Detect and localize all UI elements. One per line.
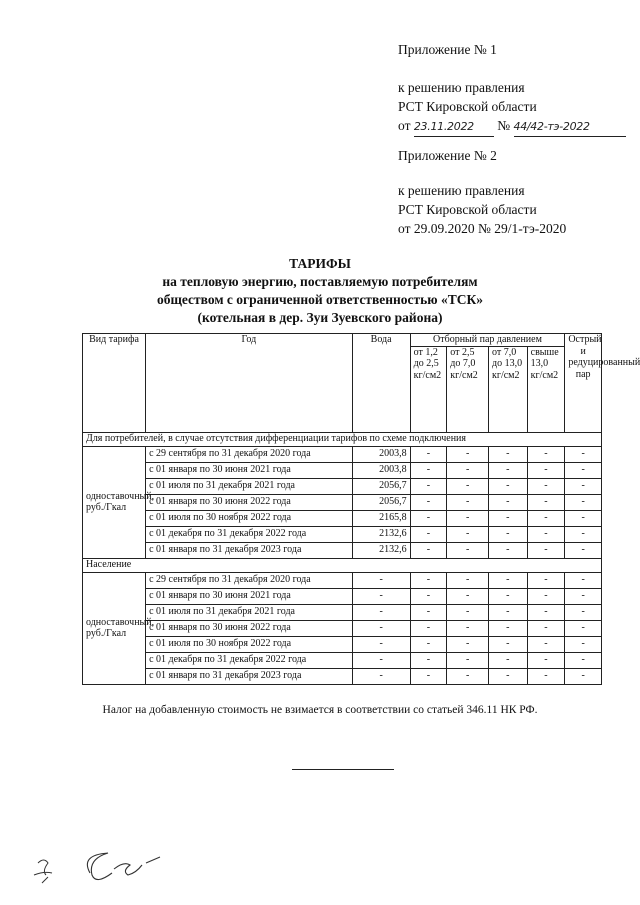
water-value-cell: 2056,7 (352, 478, 410, 494)
period-cell: с 01 июля по 31 декабря 2021 года (146, 478, 353, 494)
dash-cell: - (527, 588, 565, 604)
dash-cell: - (447, 620, 489, 636)
table-row (83, 542, 602, 558)
dash-cell: - (410, 526, 447, 542)
dash-cell: - (410, 446, 447, 462)
dash-cell: - (565, 620, 602, 636)
dash-cell: - (488, 526, 527, 542)
dash-cell: - (447, 478, 489, 494)
signature-scribble (30, 845, 190, 895)
dash-cell: - (488, 652, 527, 668)
dash-cell: - (447, 652, 489, 668)
dash-cell: - (565, 604, 602, 620)
dash-cell: - (565, 446, 602, 462)
dash-cell: - (410, 668, 447, 684)
table-row (83, 510, 602, 526)
water-value-cell: 2165,8 (352, 510, 410, 526)
appendix-1-date-line (398, 116, 626, 137)
dash-cell: - (565, 588, 602, 604)
dash-cell: - (447, 604, 489, 620)
doc-subtitle-2: обществом с ограниченной ответственностью «ТСК» (156, 292, 484, 307)
period-cell: с 29 сентября по 31 декабря 2020 года (146, 572, 353, 588)
table-row (83, 446, 602, 462)
col-p2-header: от 2,5 до 7,0 кг/см2 (447, 346, 489, 432)
table-row (83, 652, 602, 668)
dash-cell: - (527, 620, 565, 636)
water-dash-cell: - (352, 668, 410, 684)
col-p1-header: от 1,2 до 2,5 кг/см2 (410, 346, 447, 432)
header-row (83, 334, 602, 347)
water-dash-cell: - (352, 636, 410, 652)
col-year-header: Год (146, 334, 353, 433)
dash-cell: - (447, 446, 489, 462)
doc-subtitle-1: на тепловую энергию, поставляемую потребителям (162, 274, 478, 289)
dash-cell: - (565, 510, 602, 526)
water-value-cell: 2003,8 (352, 462, 410, 478)
dash-cell: - (565, 542, 602, 558)
section-label: Для потребителей, в случае отсутствия дифференциации тарифов по схеме подключения (83, 432, 602, 446)
dash-cell: - (488, 478, 527, 494)
dash-cell: - (527, 572, 565, 588)
dash-cell: - (410, 652, 447, 668)
table-row (83, 494, 602, 510)
dash-cell: - (527, 478, 565, 494)
col-water-header: Вода (352, 334, 410, 433)
dash-cell: - (488, 572, 527, 588)
col-sharp-steam-header: Острый и редуцированный пар (565, 334, 602, 433)
dash-cell: - (447, 510, 489, 526)
period-cell: с 01 января по 30 июня 2022 года (146, 494, 353, 510)
dash-cell: - (488, 668, 527, 684)
col-p3-header: от 7,0 до 13,0 кг/см2 (488, 346, 527, 432)
dash-cell: - (488, 636, 527, 652)
number-label: № (497, 118, 511, 133)
appendix-2-title: Приложение № 2 (398, 148, 497, 163)
table-row (83, 636, 602, 652)
dash-cell: - (410, 462, 447, 478)
dash-cell: - (488, 462, 527, 478)
dash-cell: - (565, 494, 602, 510)
period-cell: с 01 июля по 30 ноября 2022 года (146, 510, 353, 526)
dash-cell: - (565, 652, 602, 668)
col-steam-header: Отборный пар давлением (410, 334, 565, 347)
dash-cell: - (447, 668, 489, 684)
dash-cell: - (447, 494, 489, 510)
dash-cell: - (527, 526, 565, 542)
dash-cell: - (527, 652, 565, 668)
water-value-cell: 2132,6 (352, 526, 410, 542)
tariff-type-cell: одноставочный, руб./Гкал (83, 446, 146, 558)
water-dash-cell: - (352, 620, 410, 636)
handwritten-date: 23.11.2022 (414, 117, 494, 137)
water-dash-cell: - (352, 572, 410, 588)
appendix-2-line1: к решению правления (398, 183, 525, 198)
dash-cell: - (410, 604, 447, 620)
dash-cell: - (447, 572, 489, 588)
table-row (83, 478, 602, 494)
table-row (83, 588, 602, 604)
dash-cell: - (565, 636, 602, 652)
period-cell: с 01 декабря по 31 декабря 2022 года (146, 526, 353, 542)
appendix-1-title: Приложение № 1 (398, 42, 497, 57)
water-value-cell: 2056,7 (352, 494, 410, 510)
water-value-cell: 2003,8 (352, 446, 410, 462)
handwritten-number: 44/42-тэ-2022 (514, 117, 626, 137)
dash-cell: - (488, 446, 527, 462)
doc-subtitle-3: (котельная в дер. Зуи Зуевского района) (197, 310, 443, 325)
table-row (83, 462, 602, 478)
dash-cell: - (447, 462, 489, 478)
period-cell: с 01 декабря по 31 декабря 2022 года (146, 652, 353, 668)
table-row (83, 604, 602, 620)
section-row (83, 432, 602, 446)
col-type-header: Вид тарифа (83, 334, 146, 433)
dash-cell: - (410, 620, 447, 636)
dash-cell: - (447, 526, 489, 542)
dash-cell: - (488, 510, 527, 526)
period-cell: с 01 января по 30 июня 2021 года (146, 462, 353, 478)
dash-cell: - (410, 494, 447, 510)
dash-cell: - (527, 542, 565, 558)
appendix-2-line2: РСТ Кировской области (398, 202, 537, 217)
water-value-cell: 2132,6 (352, 542, 410, 558)
dash-cell: - (447, 636, 489, 652)
period-cell: с 01 июля по 31 декабря 2021 года (146, 604, 353, 620)
dash-cell: - (410, 478, 447, 494)
dash-cell: - (488, 620, 527, 636)
appendix-1-line1: к решению правления (398, 80, 525, 95)
dash-cell: - (565, 526, 602, 542)
from-label: от (398, 118, 411, 133)
period-cell: с 01 января по 31 декабря 2023 года (146, 542, 353, 558)
dash-cell: - (447, 542, 489, 558)
period-cell: с 29 сентября по 31 декабря 2020 года (146, 446, 353, 462)
col-p4-header: свыше 13,0 кг/см2 (527, 346, 565, 432)
table-row (83, 572, 602, 588)
tariff-type-cell: одноставочный, руб./Гкал (83, 572, 146, 684)
divider (292, 769, 394, 770)
table-row (83, 620, 602, 636)
dash-cell: - (410, 636, 447, 652)
dash-cell: - (488, 542, 527, 558)
dash-cell: - (410, 542, 447, 558)
dash-cell: - (410, 510, 447, 526)
dash-cell: - (565, 668, 602, 684)
dash-cell: - (565, 572, 602, 588)
dash-cell: - (488, 604, 527, 620)
doc-title: ТАРИФЫ (289, 256, 351, 271)
dash-cell: - (527, 668, 565, 684)
dash-cell: - (410, 572, 447, 588)
dash-cell: - (527, 462, 565, 478)
dash-cell: - (527, 636, 565, 652)
dash-cell: - (488, 588, 527, 604)
section-label: Население (83, 558, 602, 572)
dash-cell: - (565, 462, 602, 478)
water-dash-cell: - (352, 652, 410, 668)
dash-cell: - (488, 494, 527, 510)
section-row (83, 558, 602, 572)
period-cell: с 01 июля по 30 ноября 2022 года (146, 636, 353, 652)
water-dash-cell: - (352, 588, 410, 604)
period-cell: с 01 января по 31 декабря 2023 года (146, 668, 353, 684)
dash-cell: - (527, 604, 565, 620)
appendix-2-line3: от 29.09.2020 № 29/1-тэ-2020 (398, 221, 567, 236)
appendix-1-line2: РСТ Кировской области (398, 99, 537, 114)
period-cell: с 01 января по 30 июня 2022 года (146, 620, 353, 636)
vat-note: Налог на добавленную стоимость не взимается в соответствии со статьей 346.11 НК РФ. (102, 704, 538, 716)
water-dash-cell: - (352, 604, 410, 620)
dash-cell: - (527, 446, 565, 462)
dash-cell: - (527, 510, 565, 526)
dash-cell: - (447, 588, 489, 604)
dash-cell: - (527, 494, 565, 510)
tariff-table (82, 333, 640, 685)
table-row (83, 526, 602, 542)
period-cell: с 01 января по 30 июня 2021 года (146, 588, 353, 604)
table-row (83, 668, 602, 684)
dash-cell: - (565, 478, 602, 494)
dash-cell: - (410, 588, 447, 604)
